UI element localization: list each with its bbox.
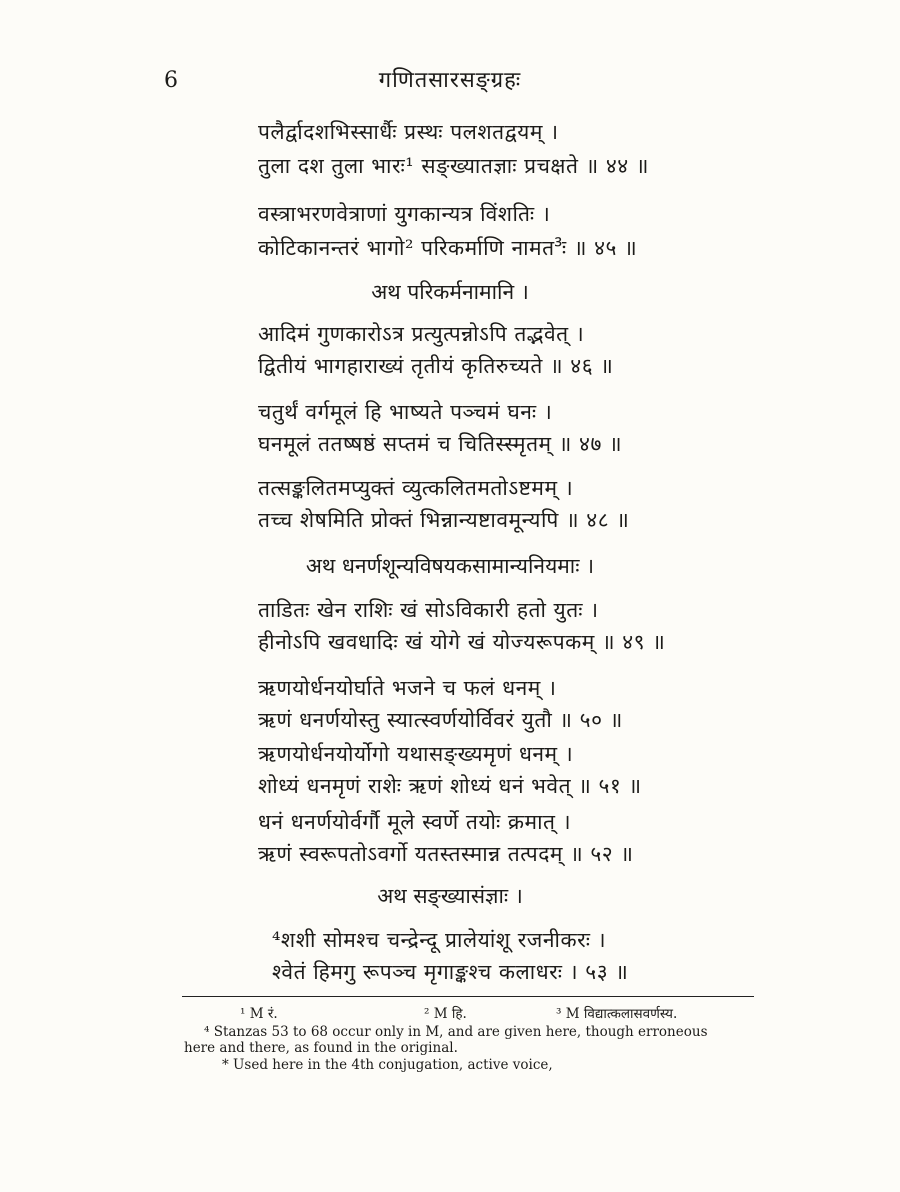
footnote-rule xyxy=(182,996,754,997)
verse-line: तच्च शेषमिति प्रोक्तं भिन्नान्यष्टावमून्यपि ॥ ४८ ॥ xyxy=(258,508,630,532)
footnote: here and there, as found in the original. xyxy=(184,1040,458,1056)
verse-line: कोटिकानन्तरं भागो² परिकर्माणि नामत³ः ॥ ४५ ॥ xyxy=(258,236,638,260)
page-number: 6 xyxy=(164,68,178,93)
verse-line: धनं धनर्णयोर्वर्गौ मूले स्वर्णे तयोः क्रमात् । xyxy=(258,810,572,834)
verse-line: घनमूलं ततष्षष्ठं सप्तमं च चितिस्स्मृतम् ॥ ४७ ॥ xyxy=(258,432,623,456)
section-heading: अथ धनर्णशून्यविषयकसामान्यनियमाः । xyxy=(305,554,595,578)
verse-line: आदिमं गुणकारोऽत्र प्रत्युत्पन्नोऽपि तद्भवेत् । xyxy=(258,322,585,346)
verse-line: द्वितीयं भागहाराख्यं तृतीयं कृतिरुच्यते ॥ ४६ ॥ xyxy=(258,354,614,378)
verse-line: ऋणयोर्धनयोर्योगो यथासङ्ख्यमृणं धनम् । xyxy=(258,742,574,766)
verse-line: तत्सङ्कलितमप्युक्तं व्युत्कलितमतोऽष्टमम् । xyxy=(258,476,574,500)
section-heading: अथ सङ्ख्यासंज्ञाः । xyxy=(377,884,523,908)
footnote: ¹ M रं. xyxy=(240,1006,278,1022)
verse-line: वस्त्राभरणवेत्राणां युगकान्यत्र विंशतिः । xyxy=(258,202,551,226)
verse-line: ऋणं स्वरूपतोऽवर्गो यतस्तस्मान्न तत्पदम् ॥ ५२ ॥ xyxy=(258,842,634,866)
footnote: * Used here in the 4th conjugation, active voice, xyxy=(222,1057,553,1073)
verse-line: चतुर्थं वर्गमूलं हि भाष्यते पञ्चमं घनः । xyxy=(258,400,553,424)
verse-line: ऋणयोर्धनयोर्घाते भजने च फलं धनम् । xyxy=(258,676,557,700)
footnote: ⁴ Stanzas 53 to 68 occur only in M, and are given here, though erroneous xyxy=(204,1024,708,1040)
verse-line: श्वेतं हिमगु रूपञ्च मृगाङ्कश्च कलाधरः । ५३ ॥ xyxy=(272,960,629,984)
footnote: ³ M विद्यात्कलासवर्णस्य. xyxy=(556,1006,678,1022)
section-heading: अथ परिकर्मनामानि । xyxy=(371,280,529,304)
verse-line: तुला दश तुला भारः¹ सङ्ख्यातज्ञाः प्रचक्षते ॥ ४४ ॥ xyxy=(258,154,649,178)
running-title: गणितसारसङ्ग्रहः xyxy=(378,68,522,93)
verse-line: ऋणं धनर्णयोस्तु स्यात्स्वर्णयोर्विवरं युतौ ॥ ५० ॥ xyxy=(258,708,623,732)
footnote: ² M हि. xyxy=(424,1006,467,1022)
verse-line: पलैर्द्वादशभिस्सार्धैः प्रस्थः पलशतद्वयम् । xyxy=(258,120,559,144)
verse-line: हीनोऽपि खवधादिः खं योगे खं योज्यरूपकम् ॥ ४९ ॥ xyxy=(258,630,666,654)
verse-line: शोध्यं धनमृणं राशेः ऋणं शोध्यं धनं भवेत् ॥ ५१ ॥ xyxy=(258,774,642,798)
verse-line: ⁴शशी सोमश्च चन्द्रेन्दू प्रालेयांशू रजनीकरः । xyxy=(272,928,607,952)
verse-line: ताडितः खेन राशिः खं सोऽविकारी हतो युतः । xyxy=(258,598,599,622)
